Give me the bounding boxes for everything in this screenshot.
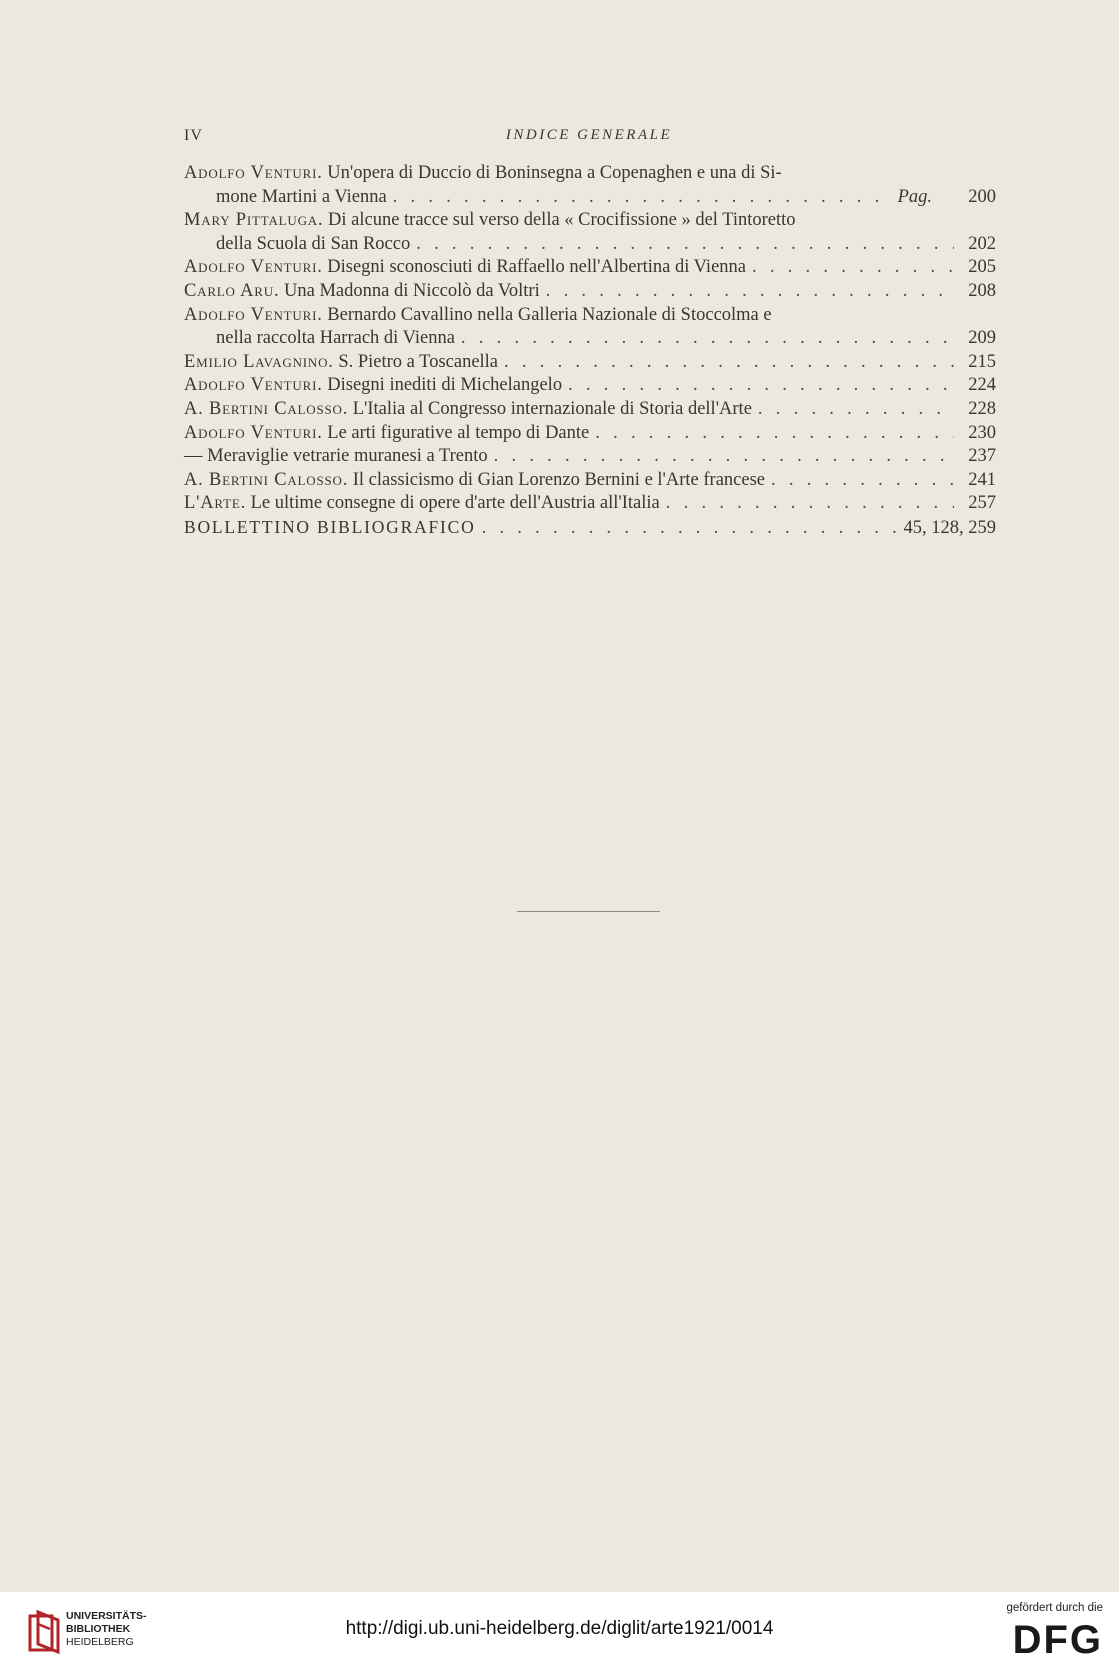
dot-leader xyxy=(482,517,898,541)
library-name-line: UNIVERSITÄTS- xyxy=(66,1610,147,1622)
entry-title: Le arti figurative al tempo di Dante xyxy=(322,422,590,443)
dot-leader xyxy=(416,233,954,257)
dot-leader xyxy=(393,186,892,210)
entry-author: Carlo Aru. xyxy=(184,280,280,301)
toc-entry xyxy=(184,280,996,304)
bibliography-heading: BOLLETTINO BIBLIOGRAFICO xyxy=(184,516,476,537)
page-title: INDICE GENERALE xyxy=(505,127,673,143)
entry-author: Adolfo Venturi. xyxy=(184,375,323,396)
page-number: IV xyxy=(184,127,203,144)
funding-caption: gefördert durch die xyxy=(1006,1602,1103,1614)
entry-title-continued: nella raccolta Harrach di Vienna xyxy=(216,328,455,349)
entry-title: Una Madonna di Niccolò da Voltri xyxy=(279,280,540,301)
dot-leader xyxy=(504,351,954,375)
entry-page-number: 257 xyxy=(968,493,996,514)
bibliography-pages: 45, 128, 259 xyxy=(903,517,996,538)
toc-entry xyxy=(184,256,996,280)
entry-title: Le ultime consegne di opere d'arte dell'Austria all'Italia xyxy=(246,493,660,514)
entry-title: — Meraviglie vetrarie muranesi a Trento xyxy=(184,446,488,467)
running-head xyxy=(184,127,994,147)
dot-leader xyxy=(752,256,954,280)
entry-author: A. Bertini Calosso. xyxy=(184,398,349,419)
entry-title: Bernardo Cavallino nella Galleria Nazionale di Stoccolma e xyxy=(322,304,772,325)
dot-leader xyxy=(546,280,954,304)
entry-author: Adolfo Venturi. xyxy=(184,257,323,278)
dot-leader xyxy=(461,327,954,351)
entry-author: L'Arte. xyxy=(184,493,246,514)
digitization-footer xyxy=(0,1592,1119,1673)
dot-leader xyxy=(595,422,954,446)
entry-page-number: 224 xyxy=(968,375,996,396)
dfg-logo: DFG xyxy=(1012,1618,1103,1662)
entry-page-number: 202 xyxy=(968,233,996,254)
toc-entry-bibliography xyxy=(184,516,996,541)
toc-entry xyxy=(184,351,996,375)
source-url-link[interactable]: http://digi.ub.uni-heidelberg.de/diglit/arte1921/0014 xyxy=(345,1618,774,1639)
dot-leader xyxy=(494,445,954,469)
entry-title-continued: della Scuola di San Rocco xyxy=(216,233,411,254)
entry-page-number: 215 xyxy=(968,351,996,372)
toc-entry xyxy=(184,398,996,422)
dot-leader xyxy=(666,492,954,516)
toc-entry xyxy=(184,445,996,469)
toc-entry xyxy=(184,469,996,493)
entry-author: Adolfo Venturi. xyxy=(184,304,323,325)
entry-title: Un'opera di Duccio di Boninsegna a Copenaghen e una di Si- xyxy=(322,163,782,183)
entry-title: Il classicismo di Gian Lorenzo Bernini e l'Arte francese xyxy=(348,469,765,490)
entry-page-number: 209 xyxy=(968,328,996,349)
table-of-contents xyxy=(184,162,996,541)
entry-page-number: 200 xyxy=(968,186,996,207)
entry-page-number: 241 xyxy=(968,469,996,490)
entry-page-number: 205 xyxy=(968,257,996,278)
toc-entry xyxy=(184,304,996,351)
entry-author: A. Bertini Calosso. xyxy=(184,469,349,490)
toc-entry xyxy=(184,492,996,516)
toc-entry xyxy=(184,209,996,256)
entry-page-number: 208 xyxy=(968,280,996,301)
entry-page-number: 237 xyxy=(968,446,996,467)
entry-title: S. Pietro a Toscanella xyxy=(333,351,499,372)
entry-title: L'Italia al Congresso internazionale di Storia dell'Arte xyxy=(348,398,752,419)
entry-author: Adolfo Venturi. xyxy=(184,422,323,443)
entry-author: Mary Pittaluga. xyxy=(184,210,324,231)
entry-author: Adolfo Venturi. xyxy=(184,163,323,183)
entry-page-number: 230 xyxy=(968,422,996,443)
entry-page-number: 228 xyxy=(968,398,996,419)
toc-entry xyxy=(184,422,996,446)
section-divider xyxy=(517,911,660,912)
dot-leader xyxy=(568,374,954,398)
entry-title: Disegni sconosciuti di Raffaello nell'Albertina di Vienna xyxy=(322,257,746,278)
toc-entry xyxy=(184,374,996,398)
pag-label: Pag. xyxy=(897,186,932,207)
library-name-line: HEIDELBERG xyxy=(66,1636,134,1648)
entry-title: Di alcune tracce sul verso della « Crocifissione » del Tintoretto xyxy=(323,210,796,231)
toc-entry xyxy=(184,162,996,209)
entry-title: Disegni inediti di Michelangelo xyxy=(322,375,563,396)
dot-leader xyxy=(758,398,954,422)
entry-author: Emilio Lavagnino. xyxy=(184,351,334,372)
entry-title-continued: mone Martini a Vienna xyxy=(216,186,387,207)
library-name-line: BIBLIOTHEK xyxy=(66,1623,131,1635)
dot-leader xyxy=(771,469,954,493)
